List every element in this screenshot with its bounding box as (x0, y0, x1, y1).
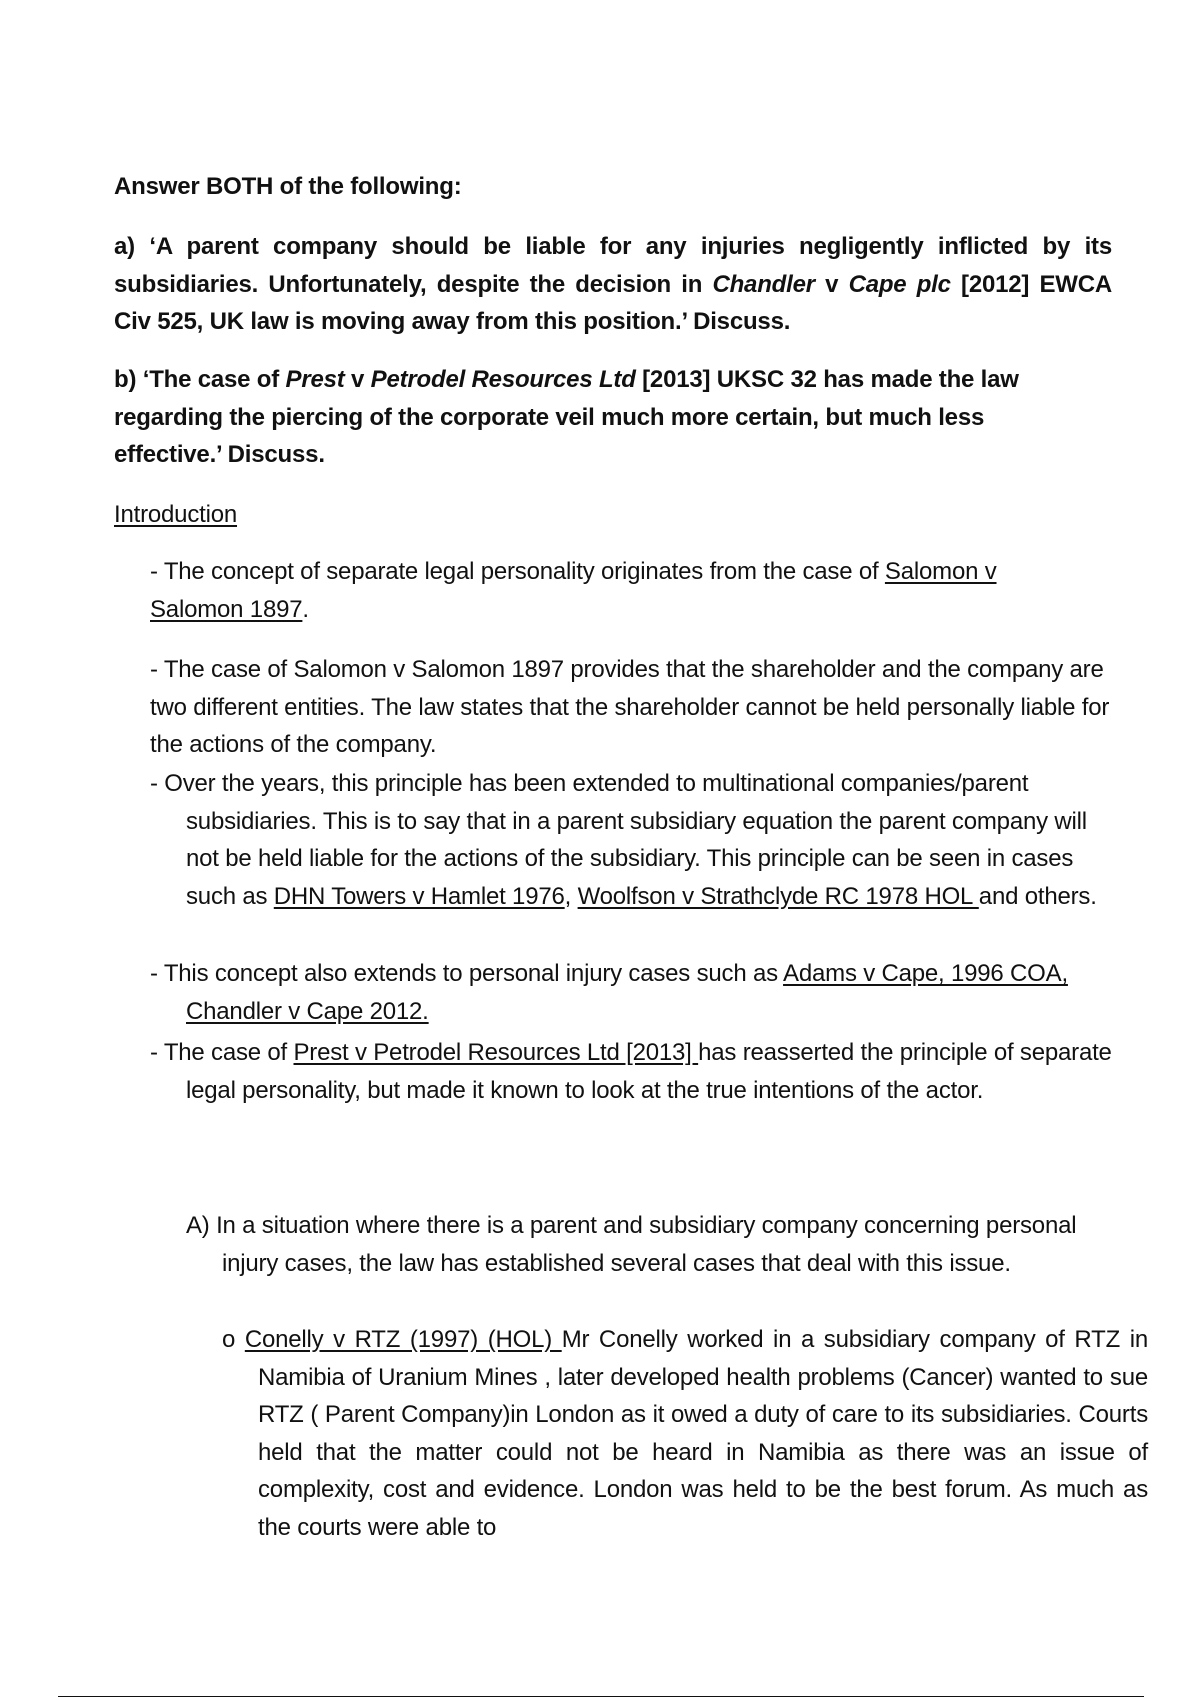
intro-item-1-text: - The concept of separate legal personality originates from the case of (150, 558, 885, 585)
intro-item-1-end: . (302, 595, 309, 623)
question-a-case-1: Chandler (712, 270, 815, 298)
question-a-text-1: a) ‘A parent company should be liable for any injuries negligently inflicted by its subsidiaries. Unfortunately, despite the decision in (114, 233, 1112, 298)
bullet-marker: o (222, 1326, 245, 1353)
question-b-text-1: b) ‘The case of (114, 366, 286, 393)
question-a-case-2: Cape plc (848, 270, 951, 298)
intro-item-3-comma: , (564, 882, 578, 910)
question-b-text-2: [2013] UKSC 32 has made the law regarding the piercing of the corporate veil much more certain, but much less effective.’ Discuss. (114, 366, 1019, 468)
instruction-heading: Answer BOTH of the following: (114, 173, 462, 200)
case-conelly-paragraph (222, 1321, 1148, 1546)
introduction-heading: Introduction (114, 501, 238, 528)
intro-item-4-cases: Adams v Cape, 1996 COA, Chandler v Cape 2012. (186, 960, 1068, 1025)
intro-item-3-text: - Over the years, this principle has been extended to multinational companies/parent subsidiaries. This is to say that in a parent subsidiary equation the parent company will not be held liable for the actions of the subsidiary. This principle can be seen in cases such as (150, 770, 1087, 910)
question-a (114, 228, 1112, 341)
intro-item-5-case: Prest v Petrodel Resources Ltd [2013] (293, 1039, 699, 1066)
intro-item-4-text: - This concept also extends to personal injury cases such as (150, 960, 784, 987)
intro-item-3-case-1: DHN Towers v Hamlet 1976 (273, 882, 565, 910)
question-b-versus: v (344, 366, 371, 393)
question-b (114, 361, 1074, 474)
intro-item-4 (150, 955, 1106, 1030)
question-b-case-1: Prest (285, 366, 345, 393)
intro-item-5 (150, 1034, 1121, 1109)
case-conelly-text: Mr Conelly worked in a subsidiary company of RTZ in Namibia of Uranium Mines , later developed health problems (Cancer) wanted to sue RTZ ( Parent Company)in London as it owed a duty of care to its subsidiaries. Courts held that the matter could not be heard in Namibia as there was an issue of complexity, cost and evidence. London was held to be the best forum. As much as the courts were able to (258, 1326, 1148, 1541)
intro-item-3-end: and others. (978, 882, 1097, 910)
intro-item-5-text: - The case of (150, 1039, 294, 1066)
bottom-divider (58, 1696, 1144, 1697)
question-a-text-2: [2012] EWCA Civ 525, UK law is moving away from this position.’ Discuss. (114, 270, 1112, 335)
question-a-versus: v (814, 270, 849, 298)
intro-item-3 (150, 765, 1111, 915)
question-b-case-2: Petrodel Resources Ltd (370, 366, 636, 393)
intro-item-2: - The case of Salomon v Salomon 1897 provides that the shareholder and the company are two different entities. The law states that the shareholder cannot be held personally liable for the actions of the company. (150, 656, 1110, 758)
intro-item-3-case-2: Woolfson v Strathclyde RC 1978 HOL (577, 882, 979, 910)
case-conelly-citation: Conelly v RTZ (1997) (HOL) (244, 1326, 562, 1353)
intro-item-5-end: has reasserted the principle of separate legal personality, but made it known to look at the true intentions of the actor. (186, 1039, 1112, 1104)
section-a-paragraph: A) In a situation where there is a parent and subsidiary company concerning personal injury cases, the law has established several cases that deal with this issue. (186, 1212, 1077, 1277)
intro-item-1 (150, 553, 1090, 628)
intro-item-1-case: Salomon v Salomon 1897 (150, 558, 997, 623)
